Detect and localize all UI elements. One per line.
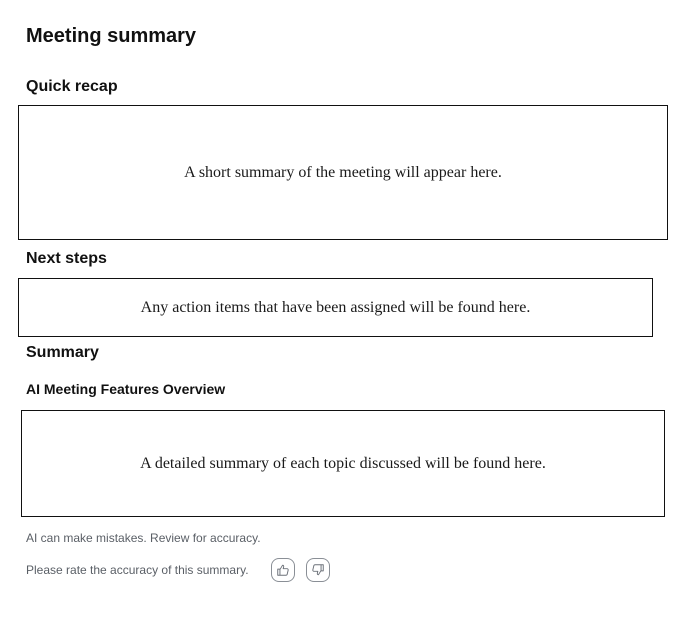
quick-recap-text: A short summary of the meeting will appear here. — [184, 163, 502, 181]
summary-heading: Summary — [26, 344, 99, 361]
ai-disclaimer: AI can make mistakes. Review for accuracy. — [26, 531, 261, 545]
next-steps-box — [18, 278, 653, 337]
next-steps-text: Any action items that have been assigned will be found here. — [140, 298, 531, 316]
page-title: Meeting summary — [26, 25, 197, 47]
quick-recap-heading: Quick recap — [26, 78, 118, 95]
next-steps-heading: Next steps — [26, 250, 107, 267]
thumbs-down-button[interactable] — [306, 558, 330, 582]
thumbs-up-button[interactable] — [271, 558, 295, 582]
summary-box — [21, 410, 665, 517]
quick-recap-box — [18, 105, 668, 240]
thumbs-down-icon — [311, 563, 325, 577]
summary-text: A detailed summary of each topic discussed will be found here. — [140, 454, 546, 472]
summary-topic-title: AI Meeting Features Overview — [26, 381, 226, 397]
rate-prompt: Please rate the accuracy of this summary. — [26, 563, 249, 577]
thumbs-up-icon — [276, 563, 290, 577]
